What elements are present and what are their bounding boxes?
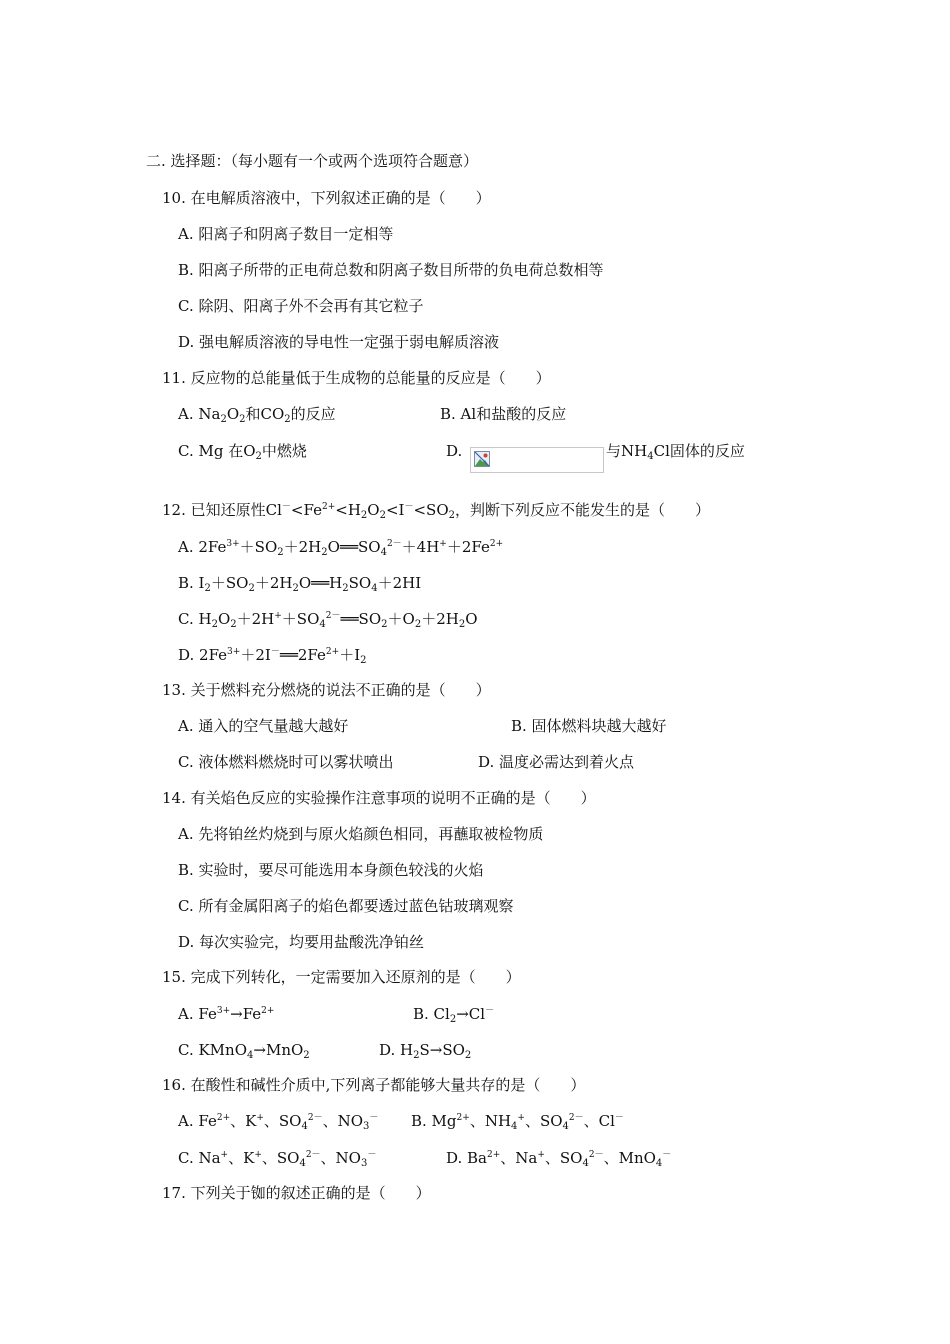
question-11-option-d-label: D. [446,442,463,460]
question-14-stem: 14. 有关焰色反应的实验操作注意事项的说明不正确的是（ ） [162,789,596,807]
question-11-stem: 11. 反应物的总能量低于生成物的总能量的反应是（ ） [162,369,551,387]
question-16-option-c: C. Na+、K+、$SO_4^{2-}$、$NO_3^-$ [178,1149,377,1169]
question-16-stem: 16. 在酸性和碱性介质中,下列离子都能够大量共存的是（ ） [162,1076,586,1094]
question-17-stem: 17. 下列关于铷的叙述正确的是（ ） [162,1184,431,1202]
question-13-stem: 13. 关于燃料充分燃烧的说法不正确的是（ ） [162,681,491,699]
question-13-option-a: A. 通入的空气量越大越好 [178,717,349,735]
question-10-option-a: A. 阳离子和阴离子数目一定相等 [178,225,394,243]
question-15-option-c: C. KMnO$_4$→MnO$_2$ [178,1041,310,1061]
question-12-option-a: A. $2Fe^{3+}+SO_2+2H_2O══SO_4^{2-}+4H^++2Fe^{2+}$ [178,538,504,558]
question-13-option-c: C. 液体燃料燃烧时可以雾状喷出 [178,753,394,771]
question-16-option-d: D. $Ba^{2+}$、Na+、$SO_4^{2-}$、MnO$_4$－ [446,1149,672,1169]
question-16-option-a: A. $Fe^{2+}$、K+、$SO_4^{2-}$、$NO_3^-$ [178,1112,379,1132]
question-11-option-b: B. Al和盐酸的反应 [440,405,567,423]
section-header: 二. 选择题：（每小题有一个或两个选项符合题意） [146,152,479,170]
question-13-option-b: B. 固体燃料块越大越好 [511,717,667,735]
question-14-option-a: A. 先将铂丝灼烧到与原火焰颜色相同，再蘸取被检物质 [178,825,544,843]
question-14-option-b: B. 实验时，要尽可能选用本身颜色较浅的火焰 [178,861,484,879]
question-15-option-a: A. $Fe^{3+}\to Fe^{2+}$ [178,1005,275,1023]
question-11-option-c: C. Mg 在$O_2$中燃烧 [178,442,307,462]
missing-image-placeholder [470,447,604,473]
question-15-option-b: B. $Cl_2\to Cl^-$ [413,1005,495,1025]
question-10-option-b: B. 阳离子所带的正电荷总数和阴离子数目所带的负电荷总数相等 [178,261,604,279]
question-11-option-a: A. $Na_2O_2$和$CO_2$的反应 [178,405,336,425]
question-13-option-d: D. 温度必需达到着火点 [478,753,635,771]
question-12-option-b: B. $I_2+SO_2+2H_2O══H_2SO_4+2HI$ [178,574,422,594]
question-15-option-d: D. $H_2S\to SO_2$ [379,1041,472,1061]
question-11-option-d-text: 与$NH_4Cl$固体的反应 [606,442,745,462]
question-16-option-b: B. $Mg^{2+}$、$NH_4^+$、$SO_4^{2-}$、Cl－ [411,1112,624,1132]
question-15-stem: 15. 完成下列转化，一定需要加入还原剂的是（ ） [162,968,521,986]
question-10-option-d: D. 强电解质溶液的导电性一定强于弱电解质溶液 [178,333,500,351]
question-12-option-c: C. $H_2O_2+2H^++SO_4^{2-}══SO_2+O_2+2H_2O$ [178,610,478,630]
question-10-stem: 10. 在电解质溶液中，下列叙述正确的是（ ） [162,189,491,207]
broken-image-icon [474,451,490,467]
question-14-option-d: D. 每次实验完，均要用盐酸洗净铂丝 [178,933,425,951]
question-12-option-d: D. $2Fe^{3+}+2I^-══2Fe^{2+}+I_2$ [178,646,367,666]
question-12-stem: 12. 已知还原性$Cl^-<Fe^{2+}<H_2O_2<I^-<SO_2$，判断下列反应不能发生的是（ ） [162,501,711,521]
question-14-option-c: C. 所有金属阳离子的焰色都要透过蓝色钴玻璃观察 [178,897,514,915]
question-10-option-c: C. 除阴、阳离子外不会再有其它粒子 [178,297,424,315]
